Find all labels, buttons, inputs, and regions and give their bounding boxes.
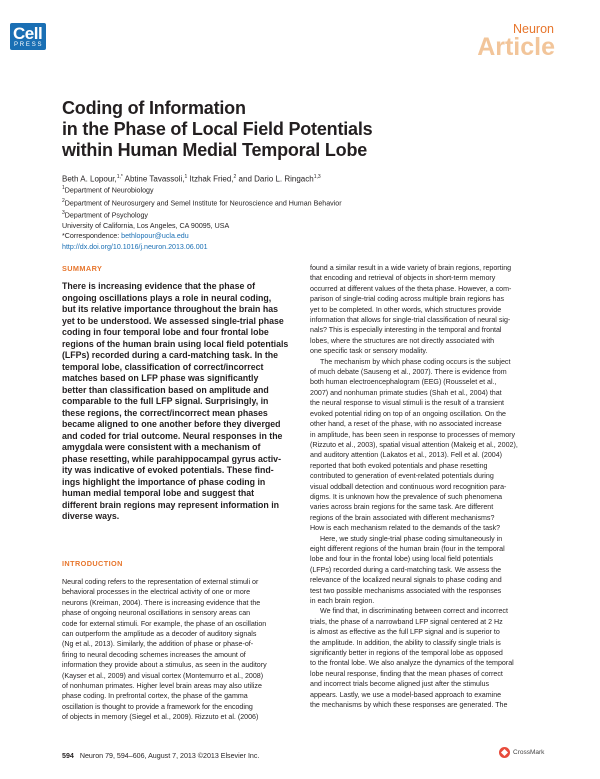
summary-line: amygdala were consistent with a mechanism of [62,442,261,452]
body-line: trials, the phase of a narrowband LFP signal centered at 2 Hz [310,617,503,626]
title-line: Coding of Information [62,98,246,118]
author-name: and Dario L. Ringach [236,174,314,184]
logo-main-text: Cell [13,24,43,43]
citation-text: Neuron 79, 594–606, August 7, 2013 ©2013 Elsevier Inc. [79,752,260,760]
body-line: phase of ongoing neuronal oscillations in sensory areas can [62,609,251,618]
author-superscript: 1,3 [313,174,321,180]
body-line: relevance of the localized neural signals to phase coding and [310,576,502,585]
author-superscript: 2 [233,174,237,180]
body-line: information that allows for single-trial classification of neural sig- [310,316,511,325]
affiliation-number: 2 [62,197,65,204]
body-line: that encoding and retrieval of objects in short-term memory [310,274,496,283]
body-line: occurred at different values of the theta phase. However, a com- [310,284,512,293]
correspondence-label: *Correspondence: [62,232,122,241]
affiliation-text: Department of Psychology [64,211,148,220]
cell-press-logo [10,23,46,50]
body-line: test two possible mechanisms associated with the responses [310,586,502,595]
body-line: firing to neural decoding schemes increases the amount of [62,650,246,659]
body-line: (Ng et al., 2013). Similarly, the addition of phase or phase-of- [62,640,254,649]
body-line: evoked potential riding on top of an ongoing oscillation. On the [310,409,507,418]
affiliation-text: Department of Neurosurgery and Semel Institute for Neuroscience and Human Behavior [64,199,342,208]
body-line: in amplitude, has been seen in response to processes of memory [310,430,516,439]
right-column-body [310,263,547,710]
body-line: We find that, in discriminating between correct and incorrect [320,607,508,616]
summary-line: yet to be understood. We assessed single-trial phase [62,315,284,326]
author-name: Itzhak Fried, [187,174,234,184]
author-name: Beth A. Lopour, [62,174,117,184]
summary-line: phase resetting, while parahippocampal gyrus activ- [62,453,282,464]
summary-line: became aligned to one another before they diverged [62,419,281,429]
body-line: one specific task or sensory modality. [310,347,428,356]
page-number: 594 [62,752,74,760]
body-line: lobes, where the structures are not directly associated with [310,336,495,345]
body-line: 2007) and nonhuman primate studies (Shah et al., 2004) that [310,388,502,397]
doi-link[interactable]: http://dx.doi.org/10.1016/j.neuron.2013.06.001 [62,242,208,251]
author-name: Abtine Tavassoli, [122,174,185,184]
body-line: (LFPs) recorded during a card-matching task. We assess the [310,565,502,574]
body-line: contributed to generation of event-related potentials during [310,472,494,481]
correspondence-line [62,231,342,241]
body-line: varies across brain regions for the same task. Are different [310,503,494,512]
body-line: can outperform the amplitude as a decoder of auditory signals [62,630,257,639]
summary-line: and coded for trial outcome. Neural responses in the [62,430,283,441]
body-line: reported that both evoked potentials and phase resetting [310,461,488,470]
body-line: the mechanisms by which these responses are generated. The [310,701,508,710]
body-line: in each brain region. [310,597,375,605]
affiliation-line [62,183,342,196]
body-line: of nonhuman primates. Higher level brain areas may also utilize [62,682,262,691]
body-line: Neural coding refers to the representation of external stimuli or [62,578,259,586]
page-footer [62,752,259,760]
body-line: is almost as effective as the full LFP signal and is superior to [310,628,500,637]
affiliation-number: 1 [62,185,65,191]
affiliation-number: 3 [62,210,65,217]
summary-line: different brain regions may represent information in [62,499,280,510]
body-line: Here, we study single-trial phase coding simultaneously in [320,534,503,543]
body-line: nals? This is especially interesting in the temporal and frontal [310,326,502,335]
body-line: both human electroencephalogram (EEG) (Rousselet et al., [310,378,497,387]
summary-line: diverse ways. [62,511,120,521]
affiliation-text: Department of Neurobiology [64,186,154,195]
body-line: and incorrect trials become aligned just after the stimulus [310,680,490,689]
summary-line: There is increasing evidence that the phase of [62,281,256,291]
body-line: lobe neural response, finding that the mean phases of correct [310,669,503,678]
body-line: appears. Lastly, we use a model-based approach to examine [310,690,502,699]
body-line: visual oddball detection and continuous word recognition para- [310,482,507,491]
title-line: within Human Medial Temporal Lobe [62,140,368,160]
body-line: code for external stimuli. For example, the phase of an oscillation [62,619,267,628]
correspondence-email-link[interactable]: bethlopour@ucla.edu [121,232,189,241]
summary-line: ity was indicative of evoked potentials. These find- [62,465,274,475]
body-line: neurons (Kreiman, 2004). There is increasing evidence that the [62,598,261,607]
body-line: the amplitude. In addition, the ability to classify single trials is [310,638,501,647]
doi-line [62,242,342,252]
body-line: How is each mechanism related to the demands of the task? [310,524,501,533]
summary-line: comparable to the full LFP signal. Surprisingly, in [62,396,269,406]
summary-line: better than classification based on amplitude and [62,384,269,395]
summary-line: ings highlight the importance of phase coding in [62,476,266,487]
introduction-heading: INTRODUCTION [62,559,123,568]
body-line: regions of the brain associated with different mechanisms? [310,513,495,522]
body-line: oscillation is thought to provide a framework for the encoding [62,702,253,711]
summary-line: human medial temporal lobe and suggest that [62,488,255,498]
affiliation-line [62,196,342,209]
body-line: behavioral processes in the electrical activity of one or more [62,588,251,597]
body-line: found a similar result in a wide variety of brain regions, reporting [310,264,512,272]
crossmark-label: CrossMark [513,749,545,757]
body-line: lobe and four in the frontal lobe) using local field potentials [310,555,493,564]
author-superscript: 1 [184,174,188,180]
body-line: eight different regions of the human brain (four in the temporal [310,544,505,553]
body-line: (Kayser et al., 2009) and visual cortex (Montemurro et al., 2008) [62,671,264,680]
author-superscript: 1,* [116,174,123,180]
body-line: digms. It is unknown how the prevalence of such phenomena [310,492,503,501]
body-line: phase coding. In prefrontal cortex, the phase of the gamma [62,692,248,701]
logo-sub-text: PRESS [14,42,44,48]
body-line: the neural response to visual stimuli is the result of a transient [310,399,504,408]
summary-line: (LFPs) recorded during a card-matching task. In the [62,350,279,360]
body-line: to the frontal lobe. We also analyze the dynamics of the temporal [310,659,514,668]
article-type: Article [477,33,555,61]
affiliation-line [62,208,342,221]
body-line: parison of single-trial coding across multiple brain regions has [310,295,504,304]
summary-body [62,281,293,523]
body-line: of much debate (Sauseng et al., 2007). There is evidence from [310,368,507,377]
summary-line: matches based on LFP phase was significantly [62,373,259,383]
body-line: The mechanism by which phase coding occurs is the subject [320,357,511,366]
body-line: significantly better in regions of the temporal lobe as opposed [310,649,503,658]
body-line: yet to be completed. In other words, which structures provide [310,305,502,314]
body-line: and auditory attention (Lakatos et al., 2013). Fell et al. (2004) [310,451,503,460]
introduction-body [62,577,299,723]
affiliations [62,183,342,252]
summary-line: temporal lobe, classification of correct/incorrect [62,361,264,372]
title-line: in the Phase of Local Field Potentials [62,119,373,139]
article-title [62,98,462,161]
crossmark-badge[interactable] [499,747,544,758]
university-line: University of California, Los Angeles, CA 90095, USA [62,221,230,230]
body-line: (Rizzuto et al., 2003), spatial visual attention (Makeig et al., 2002), [310,440,518,449]
summary-line: coding in four temporal lobe and four frontal lobe [62,327,269,337]
journal-name: Neuron [513,22,554,36]
summary-line: ongoing oscillations plays a role in neural coding, [62,292,272,303]
summary-heading: SUMMARY [62,264,103,273]
body-line: of objects in memory (Siegel et al., 2009). Rizzuto et al. (2006) [62,713,259,722]
body-line: information they provide about a stimulus, as seen in the auditory [62,661,267,670]
summary-line: regions of the human brain using local field potentials [62,338,289,349]
summary-line: these regions, the correct/incorrect mean phases [62,407,268,418]
body-line: other hand, a reset of the phase, with no associated increase [310,420,502,429]
summary-line: but its relative importance throughout the brain has [62,304,279,314]
crossmark-icon [499,747,510,758]
